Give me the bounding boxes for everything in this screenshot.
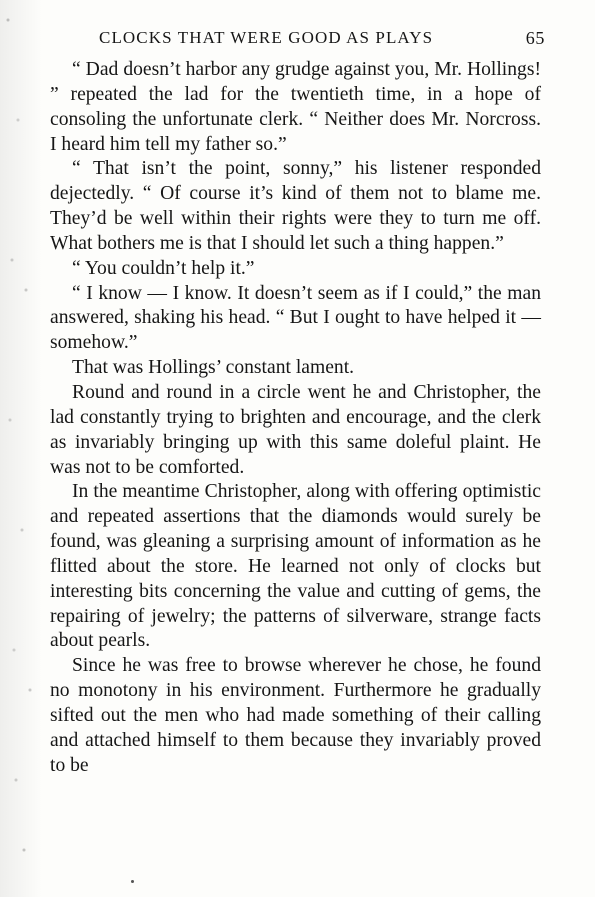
page-number: 65 (525, 27, 545, 48)
running-title: CLOCKS THAT WERE GOOD AS PLAYS (99, 28, 434, 47)
paragraph-6: Round and round in a circle went he and Christopher, the lad constantly trying to brighten and encourage, and the clerk as invariably bringing up with this same doleful plaint. He was not to be comforted. (50, 381, 541, 478)
running-header (99, 24, 545, 52)
page-gutter-speckle (0, 0, 42, 897)
paragraph-4: “ I know — I know. It doesn’t seem as if I could,” the man answered, shaking his head. “ But I ought to have helped it — somehow.” (50, 282, 541, 354)
body-text (50, 58, 541, 778)
paragraph-2: “ That isn’t the point, sonny,” his listener responded dejectedly. “ Of course it’s kind of them not to blame me. They’d be well within their rights were they to turn me off. What bothers me is that I should let such a thing happen.” (50, 158, 541, 254)
paragraph-1: “ Dad doesn’t harbor any grudge against you, Mr. Hollings! ” repeated the lad for the twentieth time, in a hope of consoling the unfortunate clerk. “ Neither does Mr. Norcross. I heard him tell my father so.” (50, 59, 541, 155)
paragraph-8: Since he was free to browse wherever he chose, he found no monotony in his environment. Furthermore he gradually sifted out the men who had made something of their calling and attached himself to them because they invariably proved to be (50, 655, 541, 776)
ink-spot (131, 880, 134, 883)
paragraph-7: In the meantime Christopher, along with offering optimistic and repeated assertions that the diamonds would surely be found, was gleaning a surprising amount of information as he flitted about the store. He learned not only of clocks but interesting bits concerning the value and cutting of gems, the repairing of jewelry; the patterns of silverware, strange facts about pearls. (50, 481, 541, 652)
paragraph-3: “ You couldn’t help it.” (72, 257, 255, 279)
paragraph-5: That was Hollings’ constant lament. (72, 357, 355, 379)
